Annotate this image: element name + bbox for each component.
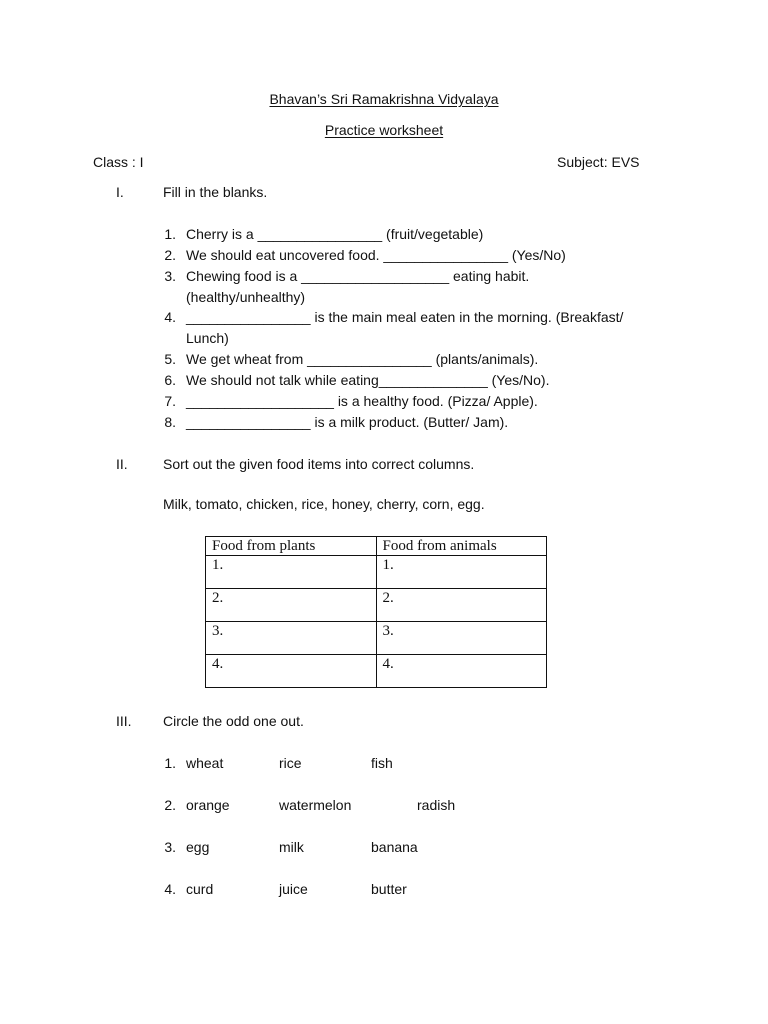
item-number: 2. bbox=[164, 797, 176, 813]
section-3-numeral: III. bbox=[116, 713, 132, 729]
table-cell[interactable]: 2. bbox=[206, 589, 377, 622]
question-text: Cherry is a ________________ (fruit/vegetable) bbox=[186, 226, 484, 242]
table-row bbox=[206, 589, 547, 622]
question-text-continued: Lunch) bbox=[186, 330, 229, 346]
question-text: ________________ is the main meal eaten in the morning. (Breakfast/ bbox=[186, 309, 624, 325]
item-number: 8. bbox=[164, 414, 176, 430]
class-label: Class : I bbox=[93, 154, 144, 170]
word-option[interactable]: wheat bbox=[186, 755, 224, 771]
item-number: 4. bbox=[164, 309, 176, 325]
word-option[interactable]: butter bbox=[371, 881, 407, 897]
table-header-row bbox=[206, 537, 547, 556]
item-number: 3. bbox=[164, 268, 176, 284]
section-3-heading: Circle the odd one out. bbox=[163, 713, 304, 729]
column-header-animals: Food from animals bbox=[376, 537, 547, 556]
worksheet-title: Practice worksheet bbox=[324, 122, 444, 138]
question-text: We should eat uncovered food. ________________ (Yes/No) bbox=[186, 247, 566, 263]
table-cell[interactable]: 3. bbox=[376, 622, 547, 655]
table-row bbox=[206, 655, 547, 688]
question-text: We get wheat from ________________ (plants/animals). bbox=[186, 351, 539, 367]
question-text: ________________ is a milk product. (Butter/ Jam). bbox=[186, 414, 509, 430]
question-text: ___________________ is a healthy food. (Pizza/ Apple). bbox=[186, 393, 538, 409]
school-name: Bhavan’s Sri Ramakrishna Vidyalaya bbox=[269, 91, 499, 107]
table-row bbox=[206, 622, 547, 655]
sort-table bbox=[205, 536, 547, 688]
item-number: 6. bbox=[164, 372, 176, 388]
item-number: 2. bbox=[164, 247, 176, 263]
item-number: 4. bbox=[164, 881, 176, 897]
section-1-numeral: I. bbox=[116, 184, 124, 200]
question-text: We should not talk while eating______________ (Yes/No). bbox=[186, 372, 550, 388]
word-option[interactable]: watermelon bbox=[279, 797, 352, 813]
table-cell[interactable]: 4. bbox=[376, 655, 547, 688]
question-text: Chewing food is a ___________________ eating habit. bbox=[186, 268, 530, 284]
section-1-heading: Fill in the blanks. bbox=[163, 184, 268, 200]
word-option[interactable]: milk bbox=[279, 839, 304, 855]
table-cell[interactable]: 2. bbox=[376, 589, 547, 622]
word-option[interactable]: juice bbox=[279, 881, 308, 897]
word-option[interactable]: radish bbox=[417, 797, 456, 813]
subject-label: Subject: EVS bbox=[557, 154, 640, 170]
table-cell[interactable]: 1. bbox=[376, 556, 547, 589]
question-text-continued: (healthy/unhealthy) bbox=[186, 289, 306, 305]
word-option[interactable]: fish bbox=[371, 755, 393, 771]
item-number: 1. bbox=[164, 755, 176, 771]
table-row bbox=[206, 556, 547, 589]
word-option[interactable]: orange bbox=[186, 797, 230, 813]
table-cell[interactable]: 1. bbox=[206, 556, 377, 589]
word-option[interactable]: banana bbox=[371, 839, 418, 855]
word-option[interactable]: rice bbox=[279, 755, 302, 771]
section-2-numeral: II. bbox=[116, 456, 128, 472]
food-items-list: Milk, tomato, chicken, rice, honey, cherry, corn, egg. bbox=[163, 496, 485, 512]
word-option[interactable]: curd bbox=[186, 881, 214, 897]
column-header-plants: Food from plants bbox=[206, 537, 377, 556]
item-number: 3. bbox=[164, 839, 176, 855]
item-number: 7. bbox=[164, 393, 176, 409]
item-number: 5. bbox=[164, 351, 176, 367]
word-option[interactable]: egg bbox=[186, 839, 210, 855]
item-number: 1. bbox=[164, 226, 176, 242]
section-2-heading: Sort out the given food items into correct columns. bbox=[163, 456, 475, 472]
table-cell[interactable]: 4. bbox=[206, 655, 377, 688]
table-cell[interactable]: 3. bbox=[206, 622, 377, 655]
